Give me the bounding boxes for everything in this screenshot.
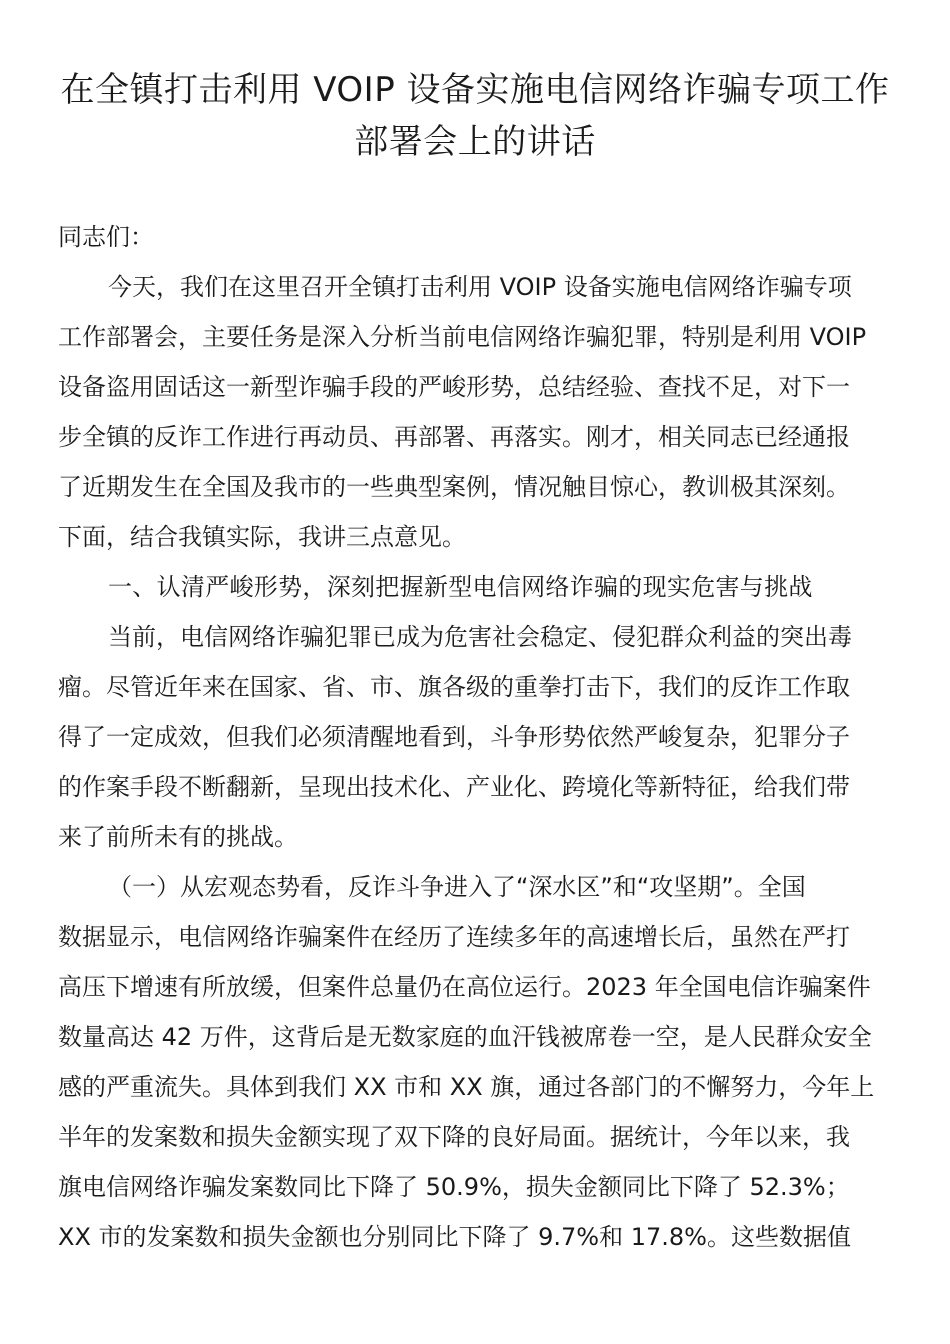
paragraph-line: 瘤。尽管近年来在国家、省、市、旗各级的重拳打击下，我们的反诈工作取 [58, 673, 850, 701]
paragraph-line: 感的严重流失。具体到我们 XX 市和 XX 旗，通过各部门的不懈努力，今年上 [58, 1073, 875, 1101]
paragraph-line: 的作案手段不断翻新，呈现出技术化、产业化、跨境化等新特征，给我们带 [58, 773, 850, 801]
paragraph-line: 工作部署会，主要任务是深入分析当前电信网络诈骗犯罪，特别是利用 VOIP [58, 323, 867, 351]
paragraph-line: 今天，我们在这里召开全镇打击利用 VOIP 设备实施电信网络诈骗专项 [108, 273, 852, 301]
paragraph-line: 当前，电信网络诈骗犯罪已成为危害社会稳定、侵犯群众利益的突出毒 [108, 623, 852, 651]
paragraph-line: 步全镇的反诈工作进行再动员、再部署、再落实。刚才，相关同志已经通报 [58, 423, 850, 451]
paragraph-line: 来了前所未有的挑战。 [58, 823, 298, 851]
subsection-line: （一）从宏观态势看，反诈斗争进入了“深水区”和“攻坚期”。全国 [108, 873, 806, 901]
paragraph-line: 旗电信网络诈骗发案数同比下降了 50.9%，损失金额同比下降了 52.3%； [58, 1173, 850, 1201]
title-line-2: 部署会上的讲话 [354, 122, 596, 162]
title-line-1: 在全镇打击利用 VOIP 设备实施电信网络诈骗专项工作 [60, 70, 890, 110]
paragraph-line: 高压下增速有所放缓，但案件总量仍在高位运行。2023 年全国电信诈骗案件 [58, 973, 871, 1001]
paragraph-line: 数据显示，电信网络诈骗案件在经历了连续多年的高速增长后，虽然在严打 [58, 923, 850, 951]
paragraph-line: 半年的发案数和损失金额实现了双下降的良好局面。据统计，今年以来，我 [58, 1123, 850, 1151]
paragraph-line: 设备盗用固话这一新型诈骗手段的严峻形势，总结经验、查找不足，对下一 [58, 373, 850, 401]
paragraph-line: 下面，结合我镇实际，我讲三点意见。 [58, 523, 466, 551]
paragraph-line: 数量高达 42 万件，这背后是无数家庭的血汗钱被席卷一空，是人民群众安全 [58, 1023, 872, 1051]
paragraph-line: 得了一定成效，但我们必须清醒地看到，斗争形势依然严峻复杂，犯罪分子 [58, 723, 850, 751]
paragraph-line: XX 市的发案数和损失金额也分别同比下降了 9.7%和 17.8%。这些数据值 [58, 1223, 851, 1251]
salutation: 同志们： [58, 223, 154, 251]
section-heading: 一、认清严峻形势，深刻把握新型电信网络诈骗的现实危害与挑战 [108, 573, 813, 601]
document-title [40, 64, 910, 168]
paragraph-line: 了近期发生在全国及我市的一些典型案例，情况触目惊心，教训极其深刻。 [58, 473, 850, 501]
